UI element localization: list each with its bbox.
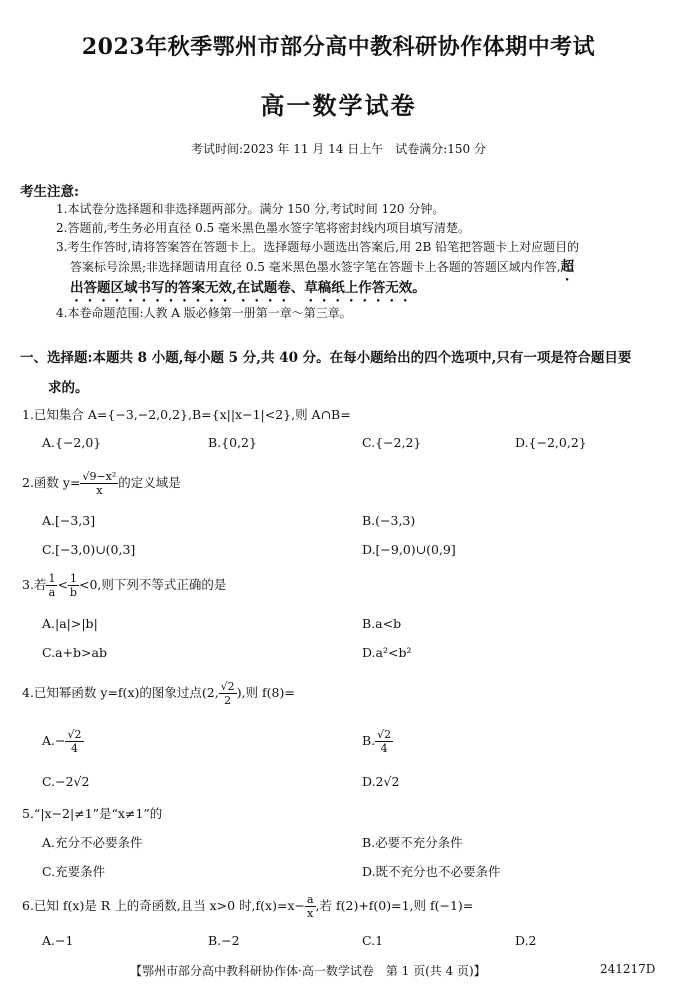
q3-option-b: B.a<b	[362, 616, 402, 631]
q4-option-a	[42, 728, 84, 755]
q4-option-b	[362, 728, 393, 755]
notes-heading: 考生注意:	[20, 184, 79, 200]
q2-denominator: x	[96, 484, 103, 497]
q4-b-prefix: B.	[362, 733, 376, 748]
note-item-3c	[70, 279, 426, 305]
q6-option-a: A.−1	[42, 933, 74, 948]
q4-a-denominator: 4	[70, 742, 78, 755]
question-3-stem	[22, 572, 226, 599]
question-5-stem: 5.“|x−2|≠1”是“x≠1”的	[22, 806, 163, 821]
q3-less-than: <	[57, 577, 68, 592]
section1-heading-cont: 求的。	[48, 380, 89, 396]
section1-heading: 一、选择题:本题共 8 小题,每小题 5 分,共 40 分。在每小题给出的四个选项中,只有一项是符合题目要	[20, 350, 632, 366]
q3-f2-numerator: 1	[68, 572, 79, 586]
note-emphasis-1: 超	[560, 259, 575, 275]
q5-option-c: C.充要条件	[42, 864, 106, 879]
page-footer: 【鄂州市部分高中教科研协作体·高一数学试卷 第 1 页(共 4 页)】	[130, 964, 486, 978]
q6-option-c: C.1	[362, 933, 384, 948]
q3-option-d: D.a²<b²	[362, 645, 412, 660]
exam-info: 考试时间:2023 年 11 月 14 日上午 试卷满分:150 分	[191, 142, 486, 156]
q4-numerator: √2	[220, 680, 235, 693]
q1-option-c: C.{−2,2}	[362, 435, 422, 450]
q2-stem-post: 的定义域是	[118, 475, 181, 490]
q2-fraction	[80, 470, 118, 497]
question-2-stem	[22, 470, 181, 497]
q6-option-b: B.−2	[208, 933, 240, 948]
q6-stem-pre: 6.已知 f(x)是 R 上的奇函数,且当 x>0 时,f(x)=x−	[22, 898, 305, 913]
q5-option-d: D.既不充分也不必要条件	[362, 864, 501, 879]
q4-option-d: D.2√2	[362, 774, 400, 789]
footer-code: 241217D	[600, 962, 656, 976]
q4-b-numerator: √2	[377, 728, 392, 741]
q4-a-fraction	[65, 728, 83, 755]
q3-option-a: A.|a|>|b|	[42, 616, 98, 631]
q4-b-fraction	[375, 728, 393, 755]
q3-stem-post: <0,则下列不等式正确的是	[78, 577, 227, 592]
note-item-3a: 3.考生作答时,请将答案答在答题卡上。选择题每小题选出答案后,用 2B 铅笔把答题卡上对应题目的	[56, 240, 580, 254]
q3-fraction-1	[46, 572, 57, 599]
q2-numerator: √9−x²	[82, 470, 117, 483]
q4-a-prefix: A.−	[42, 733, 66, 748]
q4-stem-pre: 4.已知幂函数 y=f(x)的图象过点(2,	[22, 685, 219, 700]
q3-option-c: C.a+b>ab	[42, 645, 107, 660]
q1-option-b: B.{0,2}	[208, 435, 257, 450]
note-item-1: 1.本试卷分选择题和非选择题两部分。满分 150 分,考试时间 120 分钟。	[56, 202, 445, 216]
note-emphasis-2: 出答题区域书写的答案无效,在试题卷、草稿纸上作答无效。	[70, 280, 426, 296]
q2-stem-pre: 2.函数 y=	[22, 475, 81, 490]
q3-stem-pre: 3.若	[22, 577, 47, 592]
exam-title: 2023年秋季鄂州市部分高中教科研协作体期中考试	[81, 34, 596, 60]
q4-stem-post: ),则 f(8)=	[236, 685, 295, 700]
exam-subtitle: 高一数学试卷	[260, 91, 417, 120]
q2-option-b: B.(−3,3)	[362, 513, 416, 528]
note-item-3b-text: 答案标号涂黑;非选择题请用直径 0.5 毫米黑色墨水签字笔在答题卡上各题的答题区域内作答,	[70, 260, 561, 274]
q4-fraction	[219, 680, 237, 707]
q5-option-a: A.充分不必要条件	[42, 835, 143, 850]
q2-option-a: A.[−3,3]	[42, 513, 96, 528]
question-1-stem: 1.已知集合 A={−3,−2,0,2},B={x||x−1|<2},则 A∩B=	[22, 407, 351, 422]
q4-a-numerator: √2	[67, 728, 82, 741]
q1-option-d: D.{−2,0,2}	[515, 435, 587, 450]
question-4-stem	[22, 680, 295, 707]
q1-option-a: A.{−2,0}	[42, 435, 102, 450]
q6-numerator: a	[306, 893, 314, 906]
q2-option-c: C.[−3,0)∪(0,3]	[42, 542, 136, 557]
q4-denominator: 2	[224, 694, 232, 707]
q3-f2-denominator: b	[69, 586, 77, 599]
q6-stem-post: ,若 f(2)+f(0)=1,则 f(−1)=	[315, 898, 474, 913]
q6-option-d: D.2	[515, 933, 537, 948]
q4-b-denominator: 4	[380, 742, 388, 755]
q5-option-b: B.必要不充分条件	[362, 835, 463, 850]
q3-f1-denominator: a	[48, 586, 56, 599]
q4-option-c: C.−2√2	[42, 774, 90, 789]
note-item-2: 2.答题前,考生务必用直径 0.5 毫米黑色墨水签字笔将密封线内项目填写清楚。	[56, 221, 470, 235]
q6-denominator: x	[307, 907, 314, 920]
question-6-stem	[22, 893, 473, 920]
q6-fraction	[305, 893, 316, 920]
q3-fraction-2	[68, 572, 79, 599]
q3-f1-numerator: 1	[48, 572, 56, 585]
q2-option-d: D.[−9,0)∪(0,9]	[362, 542, 456, 557]
note-item-4: 4.本卷命题范围:人教 A 版必修第一册第一章～第三章。	[56, 306, 352, 320]
